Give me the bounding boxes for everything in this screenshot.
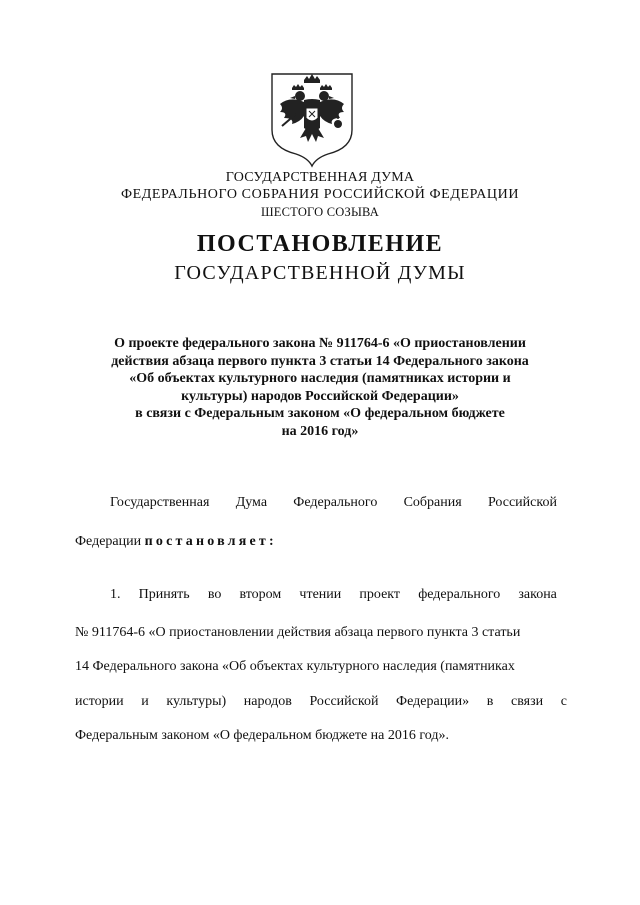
document-title: ПОСТАНОВЛЕНИЕ xyxy=(196,231,444,257)
header-federal-assembly: ФЕДЕРАЛЬНОГО СОБРАНИЯ РОССИЙСКОЙ ФЕДЕРАЦИИ xyxy=(120,187,520,202)
clause-1-line-1 xyxy=(110,586,557,603)
clause-word: связи xyxy=(511,694,544,709)
coat-of-arms-emblem xyxy=(268,70,356,168)
clause-1-line-2: № 911764-6 «О приостановлении действия абзаца первого пункта 3 статьи xyxy=(75,625,521,640)
clause-1-line-3: 14 Федерального закона «Об объектах культурного наследия (памятниках xyxy=(75,659,515,674)
preamble-word: Собрания xyxy=(403,495,462,510)
clause-word: с xyxy=(560,694,567,709)
clause-1-line-5: Федеральным законом «О федеральном бюджете на 2016 год». xyxy=(75,728,450,743)
resolution-subject xyxy=(60,335,580,440)
clause-word: Российской xyxy=(309,694,379,709)
preamble-word: Российской xyxy=(487,495,557,510)
subject-line: на 2016 год» xyxy=(281,423,359,439)
document-subtitle: ГОСУДАРСТВЕННОЙ ДУМЫ xyxy=(174,262,466,284)
preamble-word: Федерального xyxy=(293,495,378,510)
subject-line: в связи с Федеральным законом «О федеральном бюджете xyxy=(135,406,505,421)
clause-1-line-4 xyxy=(75,693,567,710)
clause-word: чтении xyxy=(299,587,342,602)
clause-word: и xyxy=(141,694,149,709)
clause-word: народов xyxy=(243,694,292,709)
subject-line: действия абзаца первого пункта 3 статьи 14 Федерального закона xyxy=(111,353,529,369)
clause-word: культуры) xyxy=(166,694,227,709)
clause-word: федерального xyxy=(418,587,501,602)
clause-word: проект xyxy=(359,587,401,602)
preamble-word: Государственная xyxy=(110,495,210,510)
preamble-line-2 xyxy=(75,533,567,550)
preamble-word: Дума xyxy=(235,495,268,510)
clause-word: в xyxy=(486,694,494,709)
clause-word: Принять xyxy=(138,587,190,602)
header-duma-name: ГОСУДАРСТВЕННАЯ ДУМА xyxy=(225,170,415,185)
subject-line: О проекте федерального закона № 911764-6 «О приостановлении xyxy=(114,336,526,351)
resolves-emphasis: постановляет: xyxy=(144,534,277,549)
subject-line: культуры) народов Российской Федерации» xyxy=(181,388,459,404)
subject-line: «Об объектах культурного наследия (памятниках истории и xyxy=(129,371,511,386)
clause-word: втором xyxy=(239,587,282,602)
clause-word: Федерации» xyxy=(396,694,470,709)
header-convocation: ШЕСТОГО СОЗЫВА xyxy=(260,205,380,219)
clause-word: истории xyxy=(75,694,124,709)
preamble-line-1 xyxy=(110,494,557,511)
clause-word: закона xyxy=(518,587,557,602)
clause-word: 1. xyxy=(110,587,121,602)
preamble-prefix: Федерации xyxy=(75,534,145,549)
clause-word: во xyxy=(207,587,222,602)
